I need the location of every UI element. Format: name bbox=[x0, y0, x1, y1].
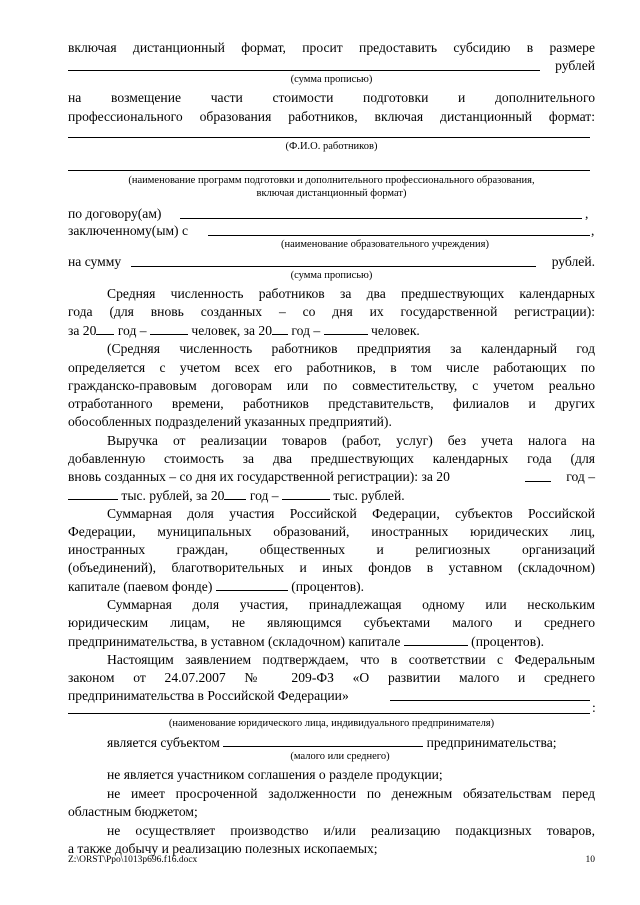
legal-share-blank[interactable] bbox=[404, 632, 468, 646]
no-excise-line2: а также добычу и реализацию полезных ископаемых; bbox=[68, 841, 378, 856]
fio-blank[interactable] bbox=[68, 137, 590, 138]
legal-share-line2: юридическим лицам, не являющимся субъектами малого и среднего bbox=[68, 615, 595, 630]
headcount-line1: Средняя численность работников за два предшествующих календарных bbox=[107, 286, 595, 301]
revenue-line4 bbox=[68, 486, 595, 505]
caption-sum-2: (сумма прописью) bbox=[290, 270, 373, 281]
state-share-line4: (объединений), благотворительных и иных фондов в уставном (складочном) bbox=[68, 560, 595, 575]
headcount-mid: человек, за 20 bbox=[191, 323, 273, 338]
note-line2: определяется с учетом всех его работников, в том числе работающих по bbox=[68, 360, 595, 375]
caption-size: (малого или среднего) bbox=[290, 751, 390, 762]
caption-sum-1: (сумма прописью) bbox=[290, 74, 373, 85]
revenue-year1-blank[interactable] bbox=[525, 481, 551, 482]
amount-blank[interactable] bbox=[131, 266, 536, 267]
footer-file-path: Z:\ORST\Ppo\1013p696.f16.docx bbox=[68, 855, 198, 865]
legal-entity-blank[interactable] bbox=[68, 713, 590, 714]
legal-share-line3 bbox=[68, 632, 595, 651]
caption-program-2: включая дистанционный формат) bbox=[256, 188, 407, 199]
rubles-period-label: рублей. bbox=[551, 254, 595, 269]
confirm-blank-1[interactable] bbox=[390, 700, 590, 701]
revenue-line3: вновь созданных – со дня их государственной регистрации): за 20 bbox=[68, 469, 450, 484]
headcount-end: человек. bbox=[371, 323, 420, 338]
year1-blank[interactable] bbox=[96, 321, 114, 335]
legal-share-capital: предпринимательства, в уставном (складочном) капитале bbox=[68, 634, 401, 649]
revenue2-blank[interactable] bbox=[282, 486, 330, 500]
for-amount-label: на сумму bbox=[68, 254, 122, 269]
confirm-line2: законом от 24.07.2007 № 209-ФЗ «О развитии малого и среднего bbox=[68, 670, 595, 685]
revenue-mid: тыс. рублей, за 20 bbox=[121, 488, 225, 503]
concluded-label: заключенному(ым) с bbox=[68, 223, 189, 238]
headcount1-blank[interactable] bbox=[150, 321, 188, 335]
program-blank[interactable] bbox=[68, 170, 590, 171]
note-line4: отработанного времени, работников представительств, филиалов и других bbox=[68, 396, 595, 411]
revenue-dash1: год – bbox=[566, 469, 595, 484]
para1-line3: на возмещение части стоимости подготовки и дополнительного bbox=[68, 90, 595, 105]
is-subject-label: является субъектом bbox=[107, 735, 220, 750]
rubles-label: рублей bbox=[555, 58, 595, 73]
no-excise-line1: не осуществляет производство и/или реализацию подакцизных товаров, bbox=[107, 823, 595, 838]
state-share-percent: (процентов). bbox=[291, 579, 365, 594]
headcount-year1-prefix: за 20 bbox=[68, 323, 97, 338]
revenue-line1: Выручка от реализации товаров (работ, услуг) без учета налога на bbox=[107, 433, 595, 448]
size-blank[interactable] bbox=[223, 733, 423, 747]
note-line5: обособленных подразделений указанных предприятий). bbox=[68, 414, 392, 429]
revenue-dash2: год – bbox=[249, 488, 279, 503]
subsidy-amount-blank[interactable] bbox=[68, 70, 540, 71]
headcount-line2: года (для вновь созданных – со дня их государственной регистрации): bbox=[68, 304, 595, 319]
headcount-dash1: год – bbox=[117, 323, 147, 338]
not-psa-line: не является участником соглашения о разделе продукции; bbox=[107, 767, 443, 782]
revenue-end: тыс. рублей. bbox=[333, 488, 405, 503]
confirm-colon: : bbox=[592, 700, 596, 715]
caption-institution: (наименование образовательного учреждения) bbox=[281, 239, 489, 250]
headcount-line3 bbox=[68, 321, 595, 340]
caption-fio: (Ф.И.О. работников) bbox=[285, 141, 378, 152]
caption-legal-entity: (наименование юридического лица, индивидуального предпринимателя) bbox=[168, 718, 495, 729]
confirm-line1: Настоящим заявлением подтверждаем, что в соответствии с Федеральным bbox=[107, 652, 595, 667]
page-number: 10 bbox=[585, 855, 595, 865]
para1-line1: включая дистанционный формат, просит предоставить субсидию в размере bbox=[68, 40, 595, 55]
no-debt-line1: не имеет просроченной задолженности по денежным обязательствам перед bbox=[107, 786, 595, 801]
legal-share-line1: Суммарная доля участия, принадлежащая одному или нескольким bbox=[107, 597, 595, 612]
confirm-line3: предпринимательства в Российской Федерации» bbox=[68, 688, 349, 703]
revenue1-blank[interactable] bbox=[68, 486, 118, 500]
contract-blank[interactable] bbox=[180, 218, 582, 219]
revenue-line2: добавленную стоимость за два предшествующих календарных года (для bbox=[68, 451, 595, 466]
state-share-capital: капитале (паевом фонде) bbox=[68, 579, 213, 594]
state-share-blank[interactable] bbox=[216, 577, 288, 591]
headcount-dash2: год – bbox=[291, 323, 321, 338]
revenue-year2-blank[interactable] bbox=[224, 486, 246, 500]
no-debt-line2: областным бюджетом; bbox=[68, 804, 198, 819]
note-line1: (Средняя численность работников предприятия за календарный год bbox=[107, 341, 595, 356]
state-share-line5 bbox=[68, 577, 595, 596]
entrepreneurship-label: предпринимательства; bbox=[426, 735, 557, 750]
headcount2-blank[interactable] bbox=[324, 321, 368, 335]
institution-blank[interactable] bbox=[208, 235, 590, 236]
note-line3: гражданско-правовым договорам или по совместительству, с учетом реально bbox=[68, 378, 595, 393]
state-share-line2: Федерации, муниципальных образований, иностранных юридических лиц, bbox=[68, 524, 595, 539]
by-contract-label: по договору(ам) bbox=[68, 206, 162, 221]
year2-blank[interactable] bbox=[272, 321, 288, 335]
caption-program-1: (наименование программ подготовки и дополнительного профессионального образования, bbox=[128, 175, 535, 186]
para1-line4: профессионального образования работников, включая дистанционный формат: bbox=[68, 109, 595, 124]
legal-share-percent: (процентов). bbox=[471, 634, 545, 649]
concluded-comma: , bbox=[591, 223, 595, 238]
state-share-line1: Суммарная доля участия Российской Федерации, субъектов Российской bbox=[107, 506, 595, 521]
state-share-line3: иностранных граждан, общественных и религиозных организаций bbox=[68, 542, 595, 557]
contract-comma: , bbox=[585, 206, 589, 221]
